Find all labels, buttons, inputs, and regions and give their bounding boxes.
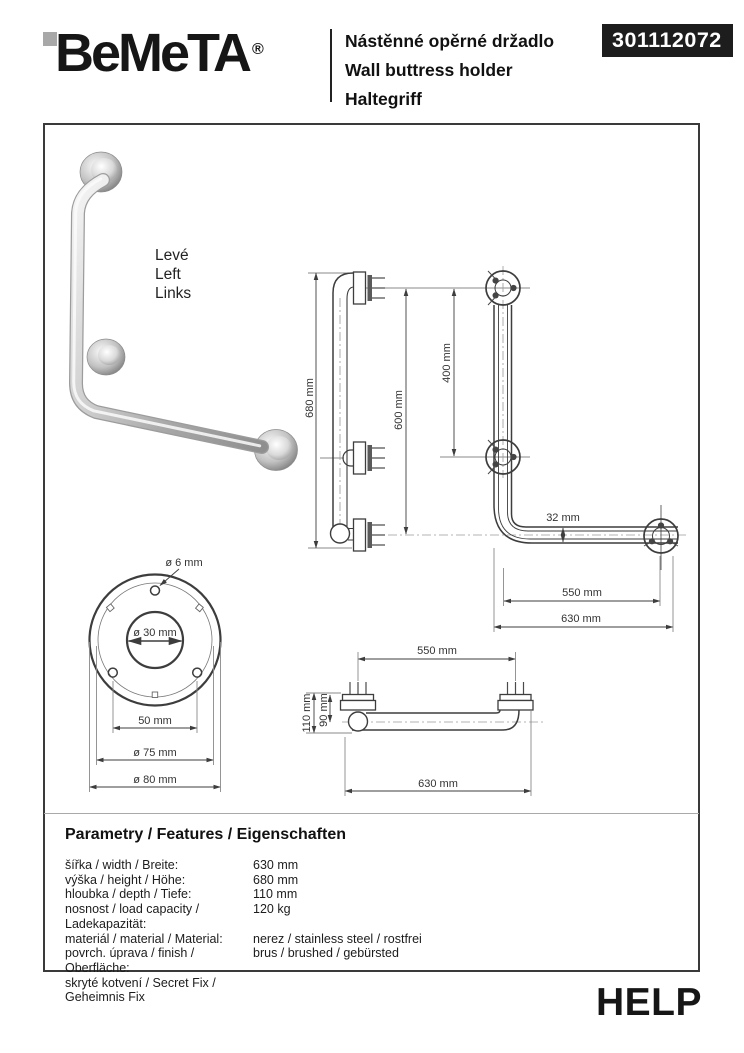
parameter-label: nosnost / load capacity / Ladekapazität:: [65, 902, 200, 931]
parameters-table: [65, 858, 422, 1005]
parameter-value: 110 mm: [253, 887, 298, 902]
product-photo: [74, 152, 298, 471]
photo-tube: [76, 180, 262, 447]
dim-label-span-550: 550 mm: [562, 587, 602, 599]
parameter-label: skryté kotvení / Secret Fix / Geheimnis Fix: [65, 975, 216, 1005]
front-view-flanges: [486, 271, 678, 553]
top-view-drawing: [301, 645, 545, 796]
product-title-cs: Nástěnné opěrné držadlo: [345, 31, 555, 51]
parameter-value: nerez / stainless steel / rostfrei: [253, 931, 422, 946]
side-view-wall-plates: [354, 272, 386, 551]
dim-label-depth-110: 110 mm: [301, 693, 313, 733]
parameter-label: povrch. úprava / finish / Oberfläche:: [65, 946, 195, 975]
parameter-value: 120 kg: [253, 902, 291, 917]
registered-trademark: ®: [252, 41, 264, 58]
brand-name: BeMeTA: [55, 23, 250, 83]
parameters-divider: [44, 813, 699, 814]
product-title-en: Wall buttress holder: [345, 60, 513, 80]
dim-label-outer-80: ø 80 mm: [133, 774, 177, 786]
dim-label-screw-hole-6: ø 6 mm: [165, 557, 203, 569]
parameter-label: hloubka / depth / Tiefe:: [65, 887, 192, 902]
parameter-row: [65, 976, 422, 1005]
parameter-label: materiál / material / Material:: [65, 931, 223, 946]
parameter-row: [65, 932, 422, 947]
parameters-heading: Parametry / Features / Eigenschaften: [65, 826, 346, 843]
dim-label-top-span-550: 550 mm: [417, 645, 457, 657]
parameter-row: [65, 887, 422, 902]
flange-detail-drawing: [90, 557, 221, 792]
orientation-de: Links: [155, 285, 192, 302]
dim-label-tube-32: 32 mm: [546, 512, 580, 524]
parameter-value: 680 mm: [253, 872, 299, 887]
dim-label-center-hole-30: ø 30 mm: [133, 627, 177, 639]
front-view-drawing: [388, 266, 688, 632]
parameter-value: brus / brushed / gebürsted: [253, 946, 399, 961]
dim-label-upper-400: 400 mm: [441, 343, 453, 383]
dim-label-height-680: 680 mm: [304, 378, 316, 418]
parameter-label: šířka / width / Breite:: [65, 858, 179, 872]
product-title-de: Haltegriff: [345, 89, 422, 109]
parameter-row: [65, 946, 422, 975]
dim-label-top-width-630: 630 mm: [418, 778, 458, 790]
parameter-value: 630 mm: [253, 858, 299, 872]
dim-label-spacing-50: 50 mm: [138, 715, 172, 727]
dim-label-inner-depth-90: 90 mm: [318, 693, 330, 727]
dim-label-bolt-circle-75: ø 75 mm: [133, 747, 177, 759]
top-view-wall-plates: [341, 682, 534, 710]
product-code-badge: 301112072: [602, 24, 733, 57]
side-view-drawing: [304, 272, 530, 551]
dim-label-lower-600: 600 mm: [393, 390, 405, 430]
parameter-row: [65, 858, 422, 873]
dim-label-width-630: 630 mm: [561, 613, 601, 625]
help-brand-logo: HELP: [595, 981, 702, 1024]
parameter-label: výška / height / Höhe:: [65, 872, 186, 887]
orientation-en: Left: [155, 266, 181, 283]
orientation-cs: Levé: [155, 247, 189, 264]
parameter-row: [65, 873, 422, 888]
parameter-row: [65, 902, 422, 931]
